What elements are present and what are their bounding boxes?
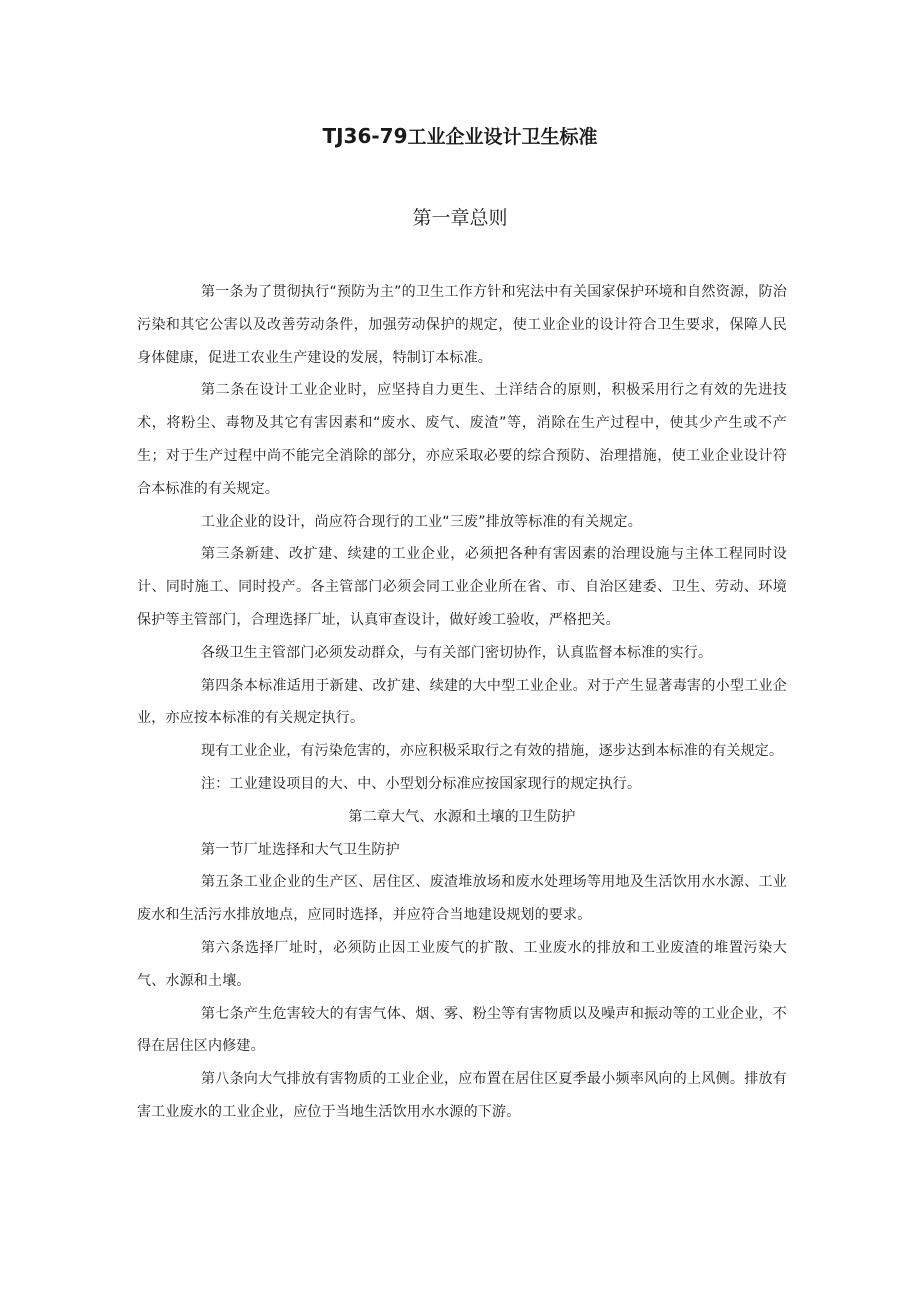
article-3: 第三条新建、改扩建、续建的工业企业，必须把各种有害因素的治理设施与主体工程同时设计、同时施工、同时投产。各主管部门必须会同工业企业所在省、市、自治区建委、卫生、劳动、环境保护等主管部门，合理选择厂址，认真审查设计，做好竣工验收，严格把关。 — [137, 546, 787, 628]
document-body — [137, 276, 787, 1129]
article-4: 第四条本标准适用于新建、改扩建、续建的大中型工业企业。对于产生显著毒害的小型工业企业，亦应按本标准的有关规定执行。 — [137, 677, 787, 727]
article-2-note: 工业企业的设计，尚应符合现行的工业“三废”排放等标准的有关规定。 — [201, 513, 642, 530]
chapter-2-title: 第二章大气、水源和土壤的卫生防护 — [348, 808, 576, 825]
article-1: 第一条为了贯彻执行“预防为主”的卫生工作方针和宪法中有关国家保护环境和自然资源，防治污染和其它公害以及改善劳动条件，加强劳动保护的规定，使工业企业的设计符合卫生要求，保障人民身体健康，促进工农业生产建设的发展，特制订本标准。 — [137, 284, 787, 366]
article-3-supplement: 各级卫生主管部门必须发动群众，与有关部门密切协作，认真监督本标准的实行。 — [201, 644, 713, 661]
article-2: 第二条在设计工业企业时，应坚持自力更生、土洋结合的原则，积极采用行之有效的先进技术，将粉尘、毒物及其它有害因素和“废水、废气、废渣”等，消除在生产过程中，使其少产生或不产生；对于生产过程中尚不能完全消除的部分，亦应采取必要的综合预防、治理措施，使工业企业设计符合本标准的有关规定。 — [137, 382, 787, 497]
document-title — [0, 122, 920, 151]
article-8: 第八条向大气排放有害物质的工业企业，应布置在居住区夏季最小频率风向的上风侧。排放有害工业废水的工业企业，应位于当地生活饮用水水源的下游。 — [137, 1071, 787, 1120]
standard-code: TJ36-79 — [322, 124, 408, 148]
section-1-title: 第一节厂址选择和大气卫生防护 — [201, 841, 400, 858]
article-5: 第五条工业企业的生产区、居住区、废渣堆放场和废水处理场等用地及生活饮用水水源、工业废水和生活污水排放地点，应同时选择，并应符合当地建设规划的要求。 — [137, 874, 787, 924]
article-7: 第七条产生危害较大的有害气体、烟、雾、粉尘等有害物质以及噪声和振动等的工业企业，不得在居住区内修建。 — [137, 1005, 787, 1055]
article-4-supplement: 现有工业企业，有污染危害的，亦应积极采取行之有效的措施，逐步达到本标准的有关规定。 — [201, 743, 784, 760]
article-6: 第六条选择厂址时，必须防止因工业废气的扩散、工业废水的排放和工业废渣的堆置污染大气、水源和土壤。 — [137, 939, 787, 989]
title-text: 工业企业设计卫生标准 — [407, 126, 598, 148]
note: 注：工业建设项目的大、中、小型划分标准应按国家现行的规定执行。 — [201, 775, 642, 792]
chapter-title: 第一章总则 — [412, 207, 508, 229]
